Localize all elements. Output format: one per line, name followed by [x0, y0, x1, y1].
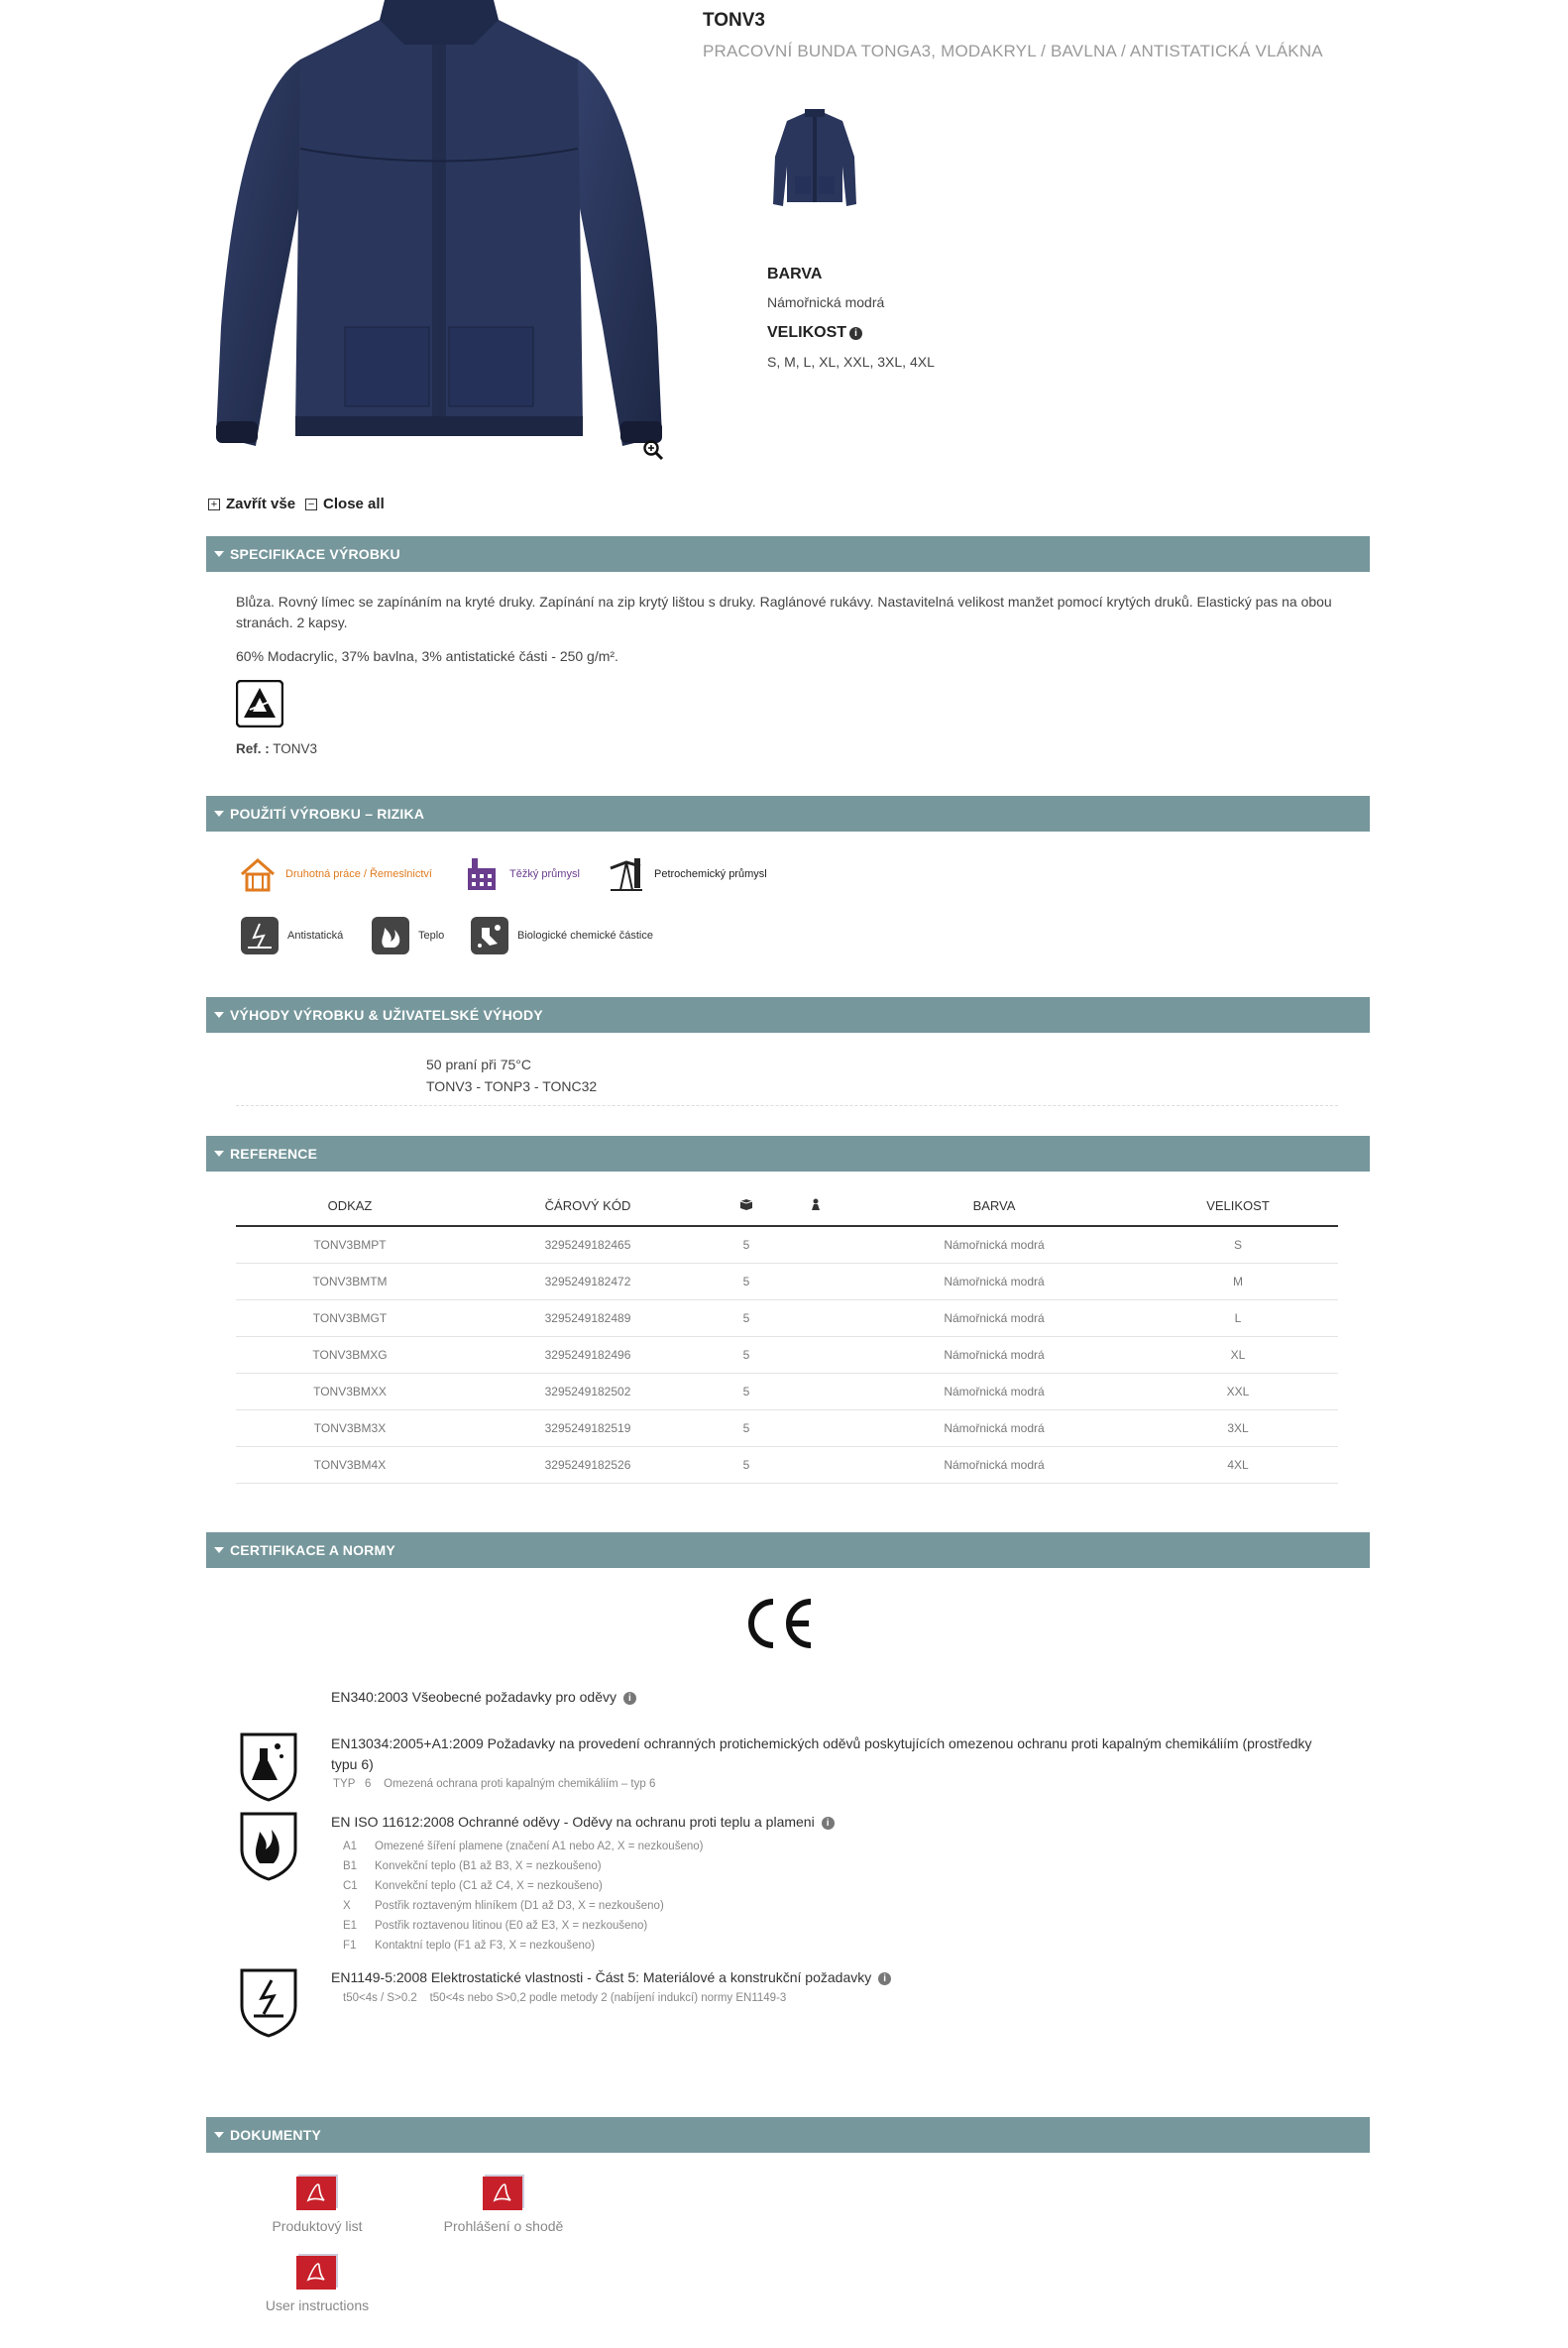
doc-label: Produktový list [272, 2218, 363, 2234]
cell-color: Námořnická modrá [850, 1446, 1138, 1483]
risk-bio [470, 916, 653, 955]
cell-color: Námořnická modrá [850, 1299, 1138, 1336]
cert-en11612 [331, 1814, 835, 1830]
cell-barcode: 3295249182526 [464, 1446, 712, 1483]
close-all-toggle[interactable] [305, 496, 385, 512]
cell-qty: 5 [712, 1446, 781, 1483]
cell-ref: TONV3BMTM [236, 1263, 464, 1299]
benefit-item: 50 praní při 75°C [426, 1057, 531, 1072]
cell-size: M [1138, 1263, 1338, 1299]
risk-craft [238, 854, 432, 894]
doc-label: User instructions [265, 2297, 370, 2313]
risk-heat [371, 916, 444, 955]
table-row[interactable] [236, 1373, 1338, 1409]
heat-flame-icon [371, 916, 410, 955]
section-usage-title: POUŽITÍ VÝROBKU – RIZIKA [230, 806, 425, 822]
section-certs-header[interactable] [206, 1532, 1370, 1568]
cell-color: Námořnická modrá [850, 1373, 1138, 1409]
antistatic-icon [240, 916, 280, 955]
cell-size: S [1138, 1226, 1338, 1263]
cell-barcode: 3295249182472 [464, 1263, 712, 1299]
chemical-shield-icon [238, 1731, 299, 1802]
sub-key: C1 [343, 1880, 358, 1892]
col-header-ref: ODKAZ [236, 1186, 464, 1226]
deltaplus-logo-icon [236, 680, 283, 727]
cell-person [781, 1446, 850, 1483]
cert-sub-item [343, 1936, 703, 1956]
ref-label: Ref. : [236, 741, 270, 756]
cert-sub-item [343, 1896, 703, 1916]
info-icon[interactable]: i [849, 327, 862, 340]
section-docs-title: DOKUMENTY [230, 2127, 322, 2143]
cell-barcode: 3295249182496 [464, 1336, 712, 1373]
risk-industry [462, 854, 580, 894]
cell-person [781, 1299, 850, 1336]
antistatic-shield-icon [238, 1966, 299, 2038]
risk-bio-label: Biologické chemické částice [517, 930, 653, 942]
section-usage-header[interactable] [206, 796, 1370, 832]
sub-desc: Konvekční teplo (B1 až B3, X = nezkoušeno) [375, 1860, 602, 1872]
cell-qty: 5 [712, 1409, 781, 1446]
col-header-person [781, 1186, 850, 1226]
sub-desc: Omezené šíření plamene (značení A1 nebo A2, X = nezkoušeno) [375, 1841, 704, 1852]
doc-product-sheet[interactable] [228, 2173, 406, 2234]
sub-desc: t50<4s nebo S>0,2 podle metody 2 (nabíjení indukcí) normy EN1149-3 [429, 1992, 787, 2004]
benefit-item: TONV3 - TONP3 - TONC32 [426, 1078, 598, 1094]
cell-size: L [1138, 1299, 1338, 1336]
cert-en340 [331, 1689, 636, 1705]
sub-desc: Kontaktní teplo (F1 až F3, X = nezkoušeno) [375, 1940, 596, 1952]
caret-down-icon [214, 811, 224, 817]
cell-ref: TONV3BMPT [236, 1226, 464, 1263]
info-icon[interactable]: i [878, 1972, 891, 1985]
cell-ref: TONV3BM4X [236, 1446, 464, 1483]
cell-ref: TONV3BM3X [236, 1409, 464, 1446]
caret-down-icon [214, 1547, 224, 1553]
cell-qty: 5 [712, 1336, 781, 1373]
cell-barcode: 3295249182465 [464, 1226, 712, 1263]
table-row[interactable] [236, 1409, 1338, 1446]
expand-toggles [208, 496, 385, 512]
section-benefits-title: VÝHODY VÝROBKU & UŽIVATELSKÉ VÝHODY [230, 1007, 543, 1023]
sub-key: E1 [343, 1920, 358, 1932]
cert-en1149 [331, 1969, 891, 1985]
plus-box-icon: + [208, 499, 220, 510]
col-header-size: VELIKOST [1138, 1186, 1338, 1226]
ce-mark-icon [741, 1596, 815, 1651]
cell-size: XXL [1138, 1373, 1338, 1409]
doc-label: Prohlášení o shodě [443, 2218, 564, 2234]
cert-en13034-sub [333, 1778, 655, 1790]
spec-composition: 60% Modacrylic, 37% bavlna, 3% antistatické části - 250 g/m². [236, 648, 618, 664]
caret-down-icon [214, 1012, 224, 1018]
section-reference-header[interactable] [206, 1136, 1370, 1172]
zoom-icon[interactable] [642, 439, 664, 461]
sub-desc: Postřik roztaveným hliníkem (D1 až D3, X = nezkoušeno) [375, 1900, 664, 1912]
risk-industry-label: Těžký průmysl [509, 868, 580, 880]
risk-antistatic [240, 916, 343, 955]
risk-craft-label: Druhotná práce / Řemeslnictví [285, 868, 432, 880]
cert-sub-item [343, 1916, 703, 1936]
cell-size: 4XL [1138, 1446, 1338, 1483]
table-row[interactable] [236, 1226, 1338, 1263]
product-image[interactable] [206, 0, 672, 471]
cell-qty: 5 [712, 1299, 781, 1336]
cert-en13034-title: EN13034:2005+A1:2009 Požadavky na provedení ochranných protichemických oděvů poskytujících omezenou ochranu proti kapalným chemikáliím (prostředky typu 6) [331, 1735, 1312, 1772]
cell-qty: 5 [712, 1263, 781, 1299]
cert-en11612-sublist [343, 1837, 703, 1956]
cell-color: Námořnická modrá [850, 1226, 1138, 1263]
oil-rig-icon [607, 854, 646, 894]
cell-barcode: 3295249182519 [464, 1409, 712, 1446]
cell-person [781, 1373, 850, 1409]
size-label: VELIKOST [767, 324, 847, 341]
cert-en340-title: EN340:2003 Všeobecné požadavky pro oděvy [331, 1689, 616, 1705]
section-benefits-header[interactable] [206, 997, 1370, 1033]
sub-key: t50<4s / S>0.2 [343, 1992, 417, 2004]
ref-value: TONV3 [273, 741, 318, 756]
section-spec-title: SPECIFIKACE VÝROBKU [230, 546, 400, 562]
cell-qty: 5 [712, 1373, 781, 1409]
divider [236, 1105, 1338, 1106]
cert-en1149-sub [343, 1992, 786, 2004]
doc-user-instructions[interactable] [228, 2252, 406, 2313]
section-certs-title: CERTIFIKACE A NORMY [230, 1542, 395, 1558]
product-code: TONV3 [703, 10, 766, 31]
cert-sub-item [343, 1876, 703, 1896]
close-all-label: Close all [323, 496, 385, 512]
craft-house-icon [238, 854, 278, 894]
factory-icon [462, 854, 502, 894]
pdf-icon [294, 2252, 340, 2292]
color-label: BARVA [767, 266, 823, 282]
cell-person [781, 1336, 850, 1373]
cell-ref: TONV3BMXX [236, 1373, 464, 1409]
cert-sub-item [343, 1837, 703, 1856]
cell-color: Námořnická modrá [850, 1336, 1138, 1373]
bio-chemical-icon [470, 916, 509, 955]
sub-desc: Postřik roztavenou litinou (E0 až E3, X = nezkoušeno) [375, 1920, 648, 1932]
open-all-toggle[interactable] [208, 496, 295, 512]
risk-heat-label: Teplo [418, 930, 445, 942]
spec-ref [236, 738, 317, 759]
sub-key: TYP [333, 1778, 356, 1790]
section-reference-title: REFERENCE [230, 1146, 318, 1162]
info-icon[interactable]: i [822, 1817, 835, 1830]
table-header-row [236, 1186, 1338, 1226]
caret-down-icon [214, 1151, 224, 1157]
table-row[interactable] [236, 1299, 1338, 1336]
cert-en11612-title: EN ISO 11612:2008 Ochranné oděvy - Oděvy na ochranu proti teplu a plameni [331, 1814, 815, 1830]
size-label-wrap [767, 324, 862, 342]
box-icon [739, 1198, 753, 1210]
cell-person [781, 1226, 850, 1263]
table-row[interactable] [236, 1336, 1338, 1373]
reference-table [236, 1186, 1338, 1484]
section-spec-header[interactable] [206, 536, 1370, 572]
cert-sub-item [343, 1856, 703, 1876]
sub-key: F1 [343, 1940, 357, 1952]
cell-person [781, 1409, 850, 1446]
risk-petro [607, 854, 767, 894]
product-subtitle: PRACOVNÍ BUNDA TONGA3, MODAKRYL / BAVLNA / ANTISTATICKÁ VLÁKNA [703, 42, 1323, 60]
sub-key: A1 [343, 1841, 358, 1852]
person-icon [811, 1198, 821, 1210]
spec-description: Blůza. Rovný límec se zapínáním na kryté druky. Zapínání na zip krytý lištou s druky. Raglánové rukávy. Nastavitelná velikost manžet pomocí krytých druků. Elastický pas na obou stranách. 2 kapsy. [236, 594, 1332, 630]
sub-desc: Omezená ochrana proti kapalným chemikáliím – typ 6 [384, 1778, 656, 1790]
cell-color: Námořnická modrá [850, 1409, 1138, 1446]
cell-barcode: 3295249182502 [464, 1373, 712, 1409]
color-value: Námořnická modrá [767, 294, 885, 310]
sub-value: 6 [364, 1778, 372, 1790]
col-header-barcode: ČÁROVÝ KÓD [464, 1186, 712, 1226]
caret-down-icon [214, 2132, 224, 2138]
cell-color: Námořnická modrá [850, 1263, 1138, 1299]
cell-ref: TONV3BMXG [236, 1336, 464, 1373]
sub-key: B1 [343, 1860, 358, 1872]
risk-antistatic-label: Antistatická [287, 930, 344, 942]
col-header-color: BARVA [850, 1186, 1138, 1226]
cell-qty: 5 [712, 1226, 781, 1263]
cell-person [781, 1263, 850, 1299]
caret-down-icon [214, 551, 224, 557]
cell-barcode: 3295249182489 [464, 1299, 712, 1336]
sub-key: X [343, 1900, 351, 1912]
product-thumbnail[interactable] [765, 107, 864, 216]
cell-size: XL [1138, 1336, 1338, 1373]
pdf-icon [294, 2173, 340, 2212]
cert-en1149-title: EN1149-5:2008 Elektrostatické vlastnosti - Část 5: Materiálové a konstrukční požadavky [331, 1969, 872, 1985]
flame-shield-icon [238, 1810, 299, 1881]
info-icon[interactable]: i [623, 1692, 636, 1705]
doc-declaration[interactable] [414, 2173, 593, 2234]
section-docs-header[interactable] [206, 2117, 1370, 2153]
size-value: S, M, L, XL, XXL, 3XL, 4XL [767, 354, 935, 370]
table-row[interactable] [236, 1446, 1338, 1483]
open-all-label: Zavřít vše [226, 496, 296, 512]
col-header-box [712, 1186, 781, 1226]
table-row[interactable] [236, 1263, 1338, 1299]
cell-ref: TONV3BMGT [236, 1299, 464, 1336]
pdf-icon [481, 2173, 526, 2212]
risk-petro-label: Petrochemický průmysl [654, 868, 767, 880]
minus-box-icon: − [305, 499, 317, 510]
cell-size: 3XL [1138, 1409, 1338, 1446]
sub-desc: Konvekční teplo (C1 až C4, X = nezkoušeno) [375, 1880, 603, 1892]
